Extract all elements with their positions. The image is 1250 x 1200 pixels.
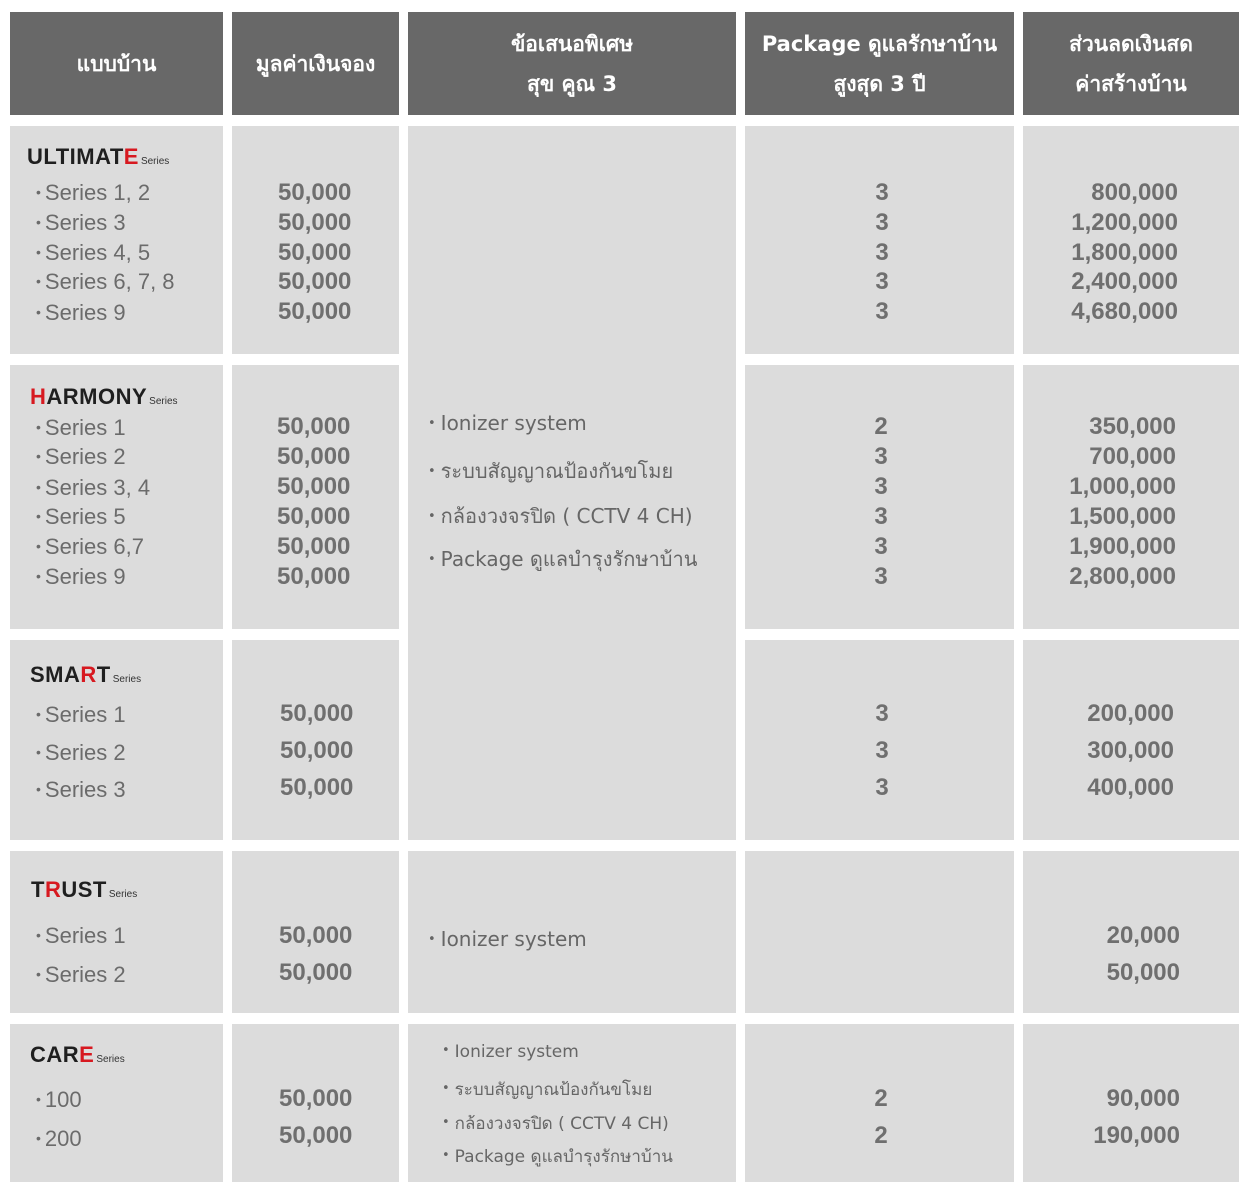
smart-package-years: 3 bbox=[875, 774, 889, 801]
series-name: Series 6, 7, 8 bbox=[44, 269, 175, 294]
ultimate-discount-value: 1,800,000 bbox=[1071, 239, 1178, 266]
brand-care-logo bbox=[30, 1042, 125, 1068]
bullet-icon: • bbox=[36, 1130, 41, 1146]
bullet-icon: • bbox=[36, 304, 41, 320]
offer-item bbox=[428, 500, 693, 532]
offer-text: ระบบสัญญาณป้องกันขโมย bbox=[440, 459, 674, 483]
harmony-deposit-value: 50,000 bbox=[277, 533, 351, 560]
offer-text: Ionizer system bbox=[440, 411, 587, 435]
bullet-icon: • bbox=[36, 927, 41, 943]
bullet-icon: • bbox=[428, 552, 436, 567]
care-discount-value: 90,000 bbox=[1106, 1085, 1180, 1112]
brand-harmony-accent: H bbox=[30, 384, 47, 409]
ultimate-discount-value: 4,680,000 bbox=[1071, 298, 1178, 325]
ultimate-row-name bbox=[36, 180, 150, 206]
series-name: Series 2 bbox=[44, 962, 126, 987]
header-house-type bbox=[10, 12, 223, 115]
harmony-row-name bbox=[36, 475, 150, 501]
harmony-package-years: 2 bbox=[874, 413, 888, 440]
harmony-deposit-value: 50,000 bbox=[277, 413, 351, 440]
harmony-package-years: 3 bbox=[874, 563, 888, 590]
header-discount-line2: ค่าสร้างบ้าน bbox=[1075, 71, 1187, 96]
smart-discount-value: 300,000 bbox=[1087, 737, 1174, 764]
harmony-package-years: 3 bbox=[874, 473, 888, 500]
smart-discount-value: 400,000 bbox=[1087, 774, 1174, 801]
series-name: Series 3 bbox=[44, 210, 126, 235]
care-discount-value: 190,000 bbox=[1093, 1122, 1180, 1149]
ultimate-discount-value: 2,400,000 bbox=[1071, 268, 1178, 295]
offer-text: Package ดูแลบำรุงรักษาบ้าน bbox=[454, 1147, 673, 1167]
care-deposit-value: 50,000 bbox=[279, 1122, 353, 1149]
harmony-row-name bbox=[36, 415, 126, 441]
cell-trust-package bbox=[745, 851, 1014, 1013]
brand-trust-text-end: UST bbox=[61, 877, 107, 902]
brand-smart-accent: R bbox=[80, 662, 97, 687]
harmony-deposit-value: 50,000 bbox=[277, 443, 351, 470]
harmony-discount-value: 350,000 bbox=[1089, 413, 1176, 440]
ultimate-row-name bbox=[36, 240, 150, 266]
bullet-icon: • bbox=[428, 416, 436, 431]
series-name: Series 9 bbox=[44, 300, 126, 325]
ultimate-package-years: 3 bbox=[875, 268, 889, 295]
ultimate-row-name bbox=[36, 269, 175, 295]
bullet-icon: • bbox=[442, 1115, 450, 1130]
harmony-row-name bbox=[36, 564, 126, 590]
bullet-icon: • bbox=[36, 706, 41, 722]
offer-item bbox=[442, 1110, 669, 1137]
bullet-icon: • bbox=[36, 419, 41, 435]
harmony-package-years: 3 bbox=[874, 533, 888, 560]
bullet-icon: • bbox=[36, 214, 41, 230]
care-package-years: 2 bbox=[874, 1122, 888, 1149]
bullet-icon: • bbox=[36, 568, 41, 584]
harmony-package-years: 3 bbox=[874, 503, 888, 530]
series-name: Series 3, 4 bbox=[44, 475, 151, 500]
bullet-icon: • bbox=[428, 464, 436, 479]
trust-discount-value: 20,000 bbox=[1106, 922, 1180, 949]
offer-item bbox=[428, 543, 697, 575]
trust-deposit-value: 50,000 bbox=[279, 959, 353, 986]
harmony-discount-value: 1,900,000 bbox=[1069, 533, 1176, 560]
header-package-line1: Package ดูแลรักษาบ้าน bbox=[761, 31, 998, 56]
harmony-discount-value: 2,800,000 bbox=[1069, 563, 1176, 590]
offer-text: กล้องวงจรปิด ( CCTV 4 CH) bbox=[440, 504, 693, 528]
harmony-discount-value: 1,500,000 bbox=[1069, 503, 1176, 530]
offer-item bbox=[428, 455, 673, 487]
header-package bbox=[745, 12, 1014, 115]
offer-text: กล้องวงจรปิด ( CCTV 4 CH) bbox=[454, 1114, 669, 1134]
care-package-years: 2 bbox=[874, 1085, 888, 1112]
header-special-offer-line1: ข้อเสนอพิเศษ bbox=[510, 31, 634, 56]
harmony-deposit-value: 50,000 bbox=[277, 563, 351, 590]
offer-text: Ionizer system bbox=[440, 927, 587, 951]
brand-suffix: Series bbox=[149, 396, 178, 407]
series-name: Series 4, 5 bbox=[44, 240, 151, 265]
header-house-type-label: แบบบ้าน bbox=[76, 51, 157, 76]
ultimate-discount-value: 1,200,000 bbox=[1071, 209, 1178, 236]
harmony-deposit-value: 50,000 bbox=[277, 473, 351, 500]
ultimate-row-name bbox=[36, 300, 126, 326]
bullet-icon: • bbox=[36, 538, 41, 554]
bullet-icon: • bbox=[36, 184, 41, 200]
harmony-row-name bbox=[36, 504, 126, 530]
offer-item bbox=[428, 927, 587, 951]
series-name: Series 3 bbox=[44, 777, 126, 802]
ultimate-package-years: 3 bbox=[875, 239, 889, 266]
trust-discount-value: 50,000 bbox=[1106, 959, 1180, 986]
bullet-icon: • bbox=[36, 508, 41, 524]
bullet-icon: • bbox=[442, 1148, 450, 1163]
series-name: Series 2 bbox=[44, 740, 126, 765]
series-name: Series 9 bbox=[44, 564, 126, 589]
brand-ultimate-logo bbox=[27, 144, 169, 170]
ultimate-package-years: 3 bbox=[875, 179, 889, 206]
bullet-icon: • bbox=[36, 1091, 41, 1107]
trust-row-name bbox=[36, 962, 126, 988]
bullet-icon: • bbox=[428, 932, 436, 947]
bullet-icon: • bbox=[36, 244, 41, 260]
header-special-offer bbox=[408, 12, 736, 115]
brand-care-text: CAR bbox=[30, 1042, 80, 1067]
ultimate-deposit-value: 50,000 bbox=[278, 298, 352, 325]
ultimate-deposit-value: 50,000 bbox=[278, 209, 352, 236]
brand-smart-text: SMA bbox=[30, 662, 81, 687]
brand-suffix: Series bbox=[140, 156, 170, 167]
smart-row-name bbox=[36, 777, 126, 803]
offer-text: Package ดูแลบำรุงรักษาบ้าน bbox=[440, 547, 698, 571]
harmony-deposit-value: 50,000 bbox=[277, 503, 351, 530]
bullet-icon: • bbox=[36, 448, 41, 464]
bullet-icon: • bbox=[428, 509, 436, 524]
series-name: Series 1 bbox=[44, 415, 126, 440]
header-discount-line1: ส่วนลดเงินสด bbox=[1069, 31, 1193, 56]
header-special-offer-line2: สุข คูณ 3 bbox=[527, 71, 617, 96]
offer-item bbox=[428, 411, 587, 435]
brand-harmony-logo bbox=[30, 384, 178, 410]
smart-deposit-value: 50,000 bbox=[280, 774, 354, 801]
brand-suffix: Series bbox=[112, 674, 142, 685]
series-name: Series 1 bbox=[44, 923, 126, 948]
brand-ultimate-text: ULTIMAT bbox=[27, 144, 124, 169]
header-deposit-label: มูลค่าเงินจอง bbox=[255, 51, 376, 76]
series-name: Series 5 bbox=[44, 504, 126, 529]
brand-trust-text: T bbox=[31, 877, 45, 902]
harmony-discount-value: 1,000,000 bbox=[1069, 473, 1176, 500]
bullet-icon: • bbox=[442, 1081, 450, 1096]
care-row-name bbox=[36, 1087, 82, 1113]
brand-harmony-text-end: ARMONY bbox=[46, 384, 148, 409]
header-package-line2: สูงสุด 3 ปี bbox=[833, 71, 926, 96]
brand-smart-text-end: T bbox=[96, 662, 111, 687]
bullet-icon: • bbox=[442, 1043, 450, 1058]
series-name: Series 1 bbox=[44, 702, 126, 727]
harmony-package-years: 3 bbox=[874, 443, 888, 470]
brand-trust-logo bbox=[31, 877, 137, 903]
brand-ultimate-accent: E bbox=[123, 144, 139, 169]
care-deposit-value: 50,000 bbox=[279, 1085, 353, 1112]
ultimate-discount-value: 800,000 bbox=[1091, 179, 1178, 206]
ultimate-deposit-value: 50,000 bbox=[278, 179, 352, 206]
offer-item bbox=[442, 1076, 652, 1103]
brand-trust-accent: R bbox=[44, 877, 62, 902]
ultimate-row-name bbox=[36, 210, 126, 236]
offer-text: Ionizer system bbox=[454, 1042, 579, 1062]
series-name: Series 6,7 bbox=[44, 534, 144, 559]
trust-row-name bbox=[36, 923, 126, 949]
smart-package-years: 3 bbox=[875, 700, 889, 727]
brand-suffix: Series bbox=[108, 889, 138, 900]
smart-deposit-value: 50,000 bbox=[280, 737, 354, 764]
bullet-icon: • bbox=[36, 781, 41, 797]
offer-text: ระบบสัญญาณป้องกันขโมย bbox=[454, 1080, 653, 1100]
smart-row-name bbox=[36, 702, 126, 728]
bullet-icon: • bbox=[36, 744, 41, 760]
harmony-discount-value: 700,000 bbox=[1089, 443, 1176, 470]
header-discount bbox=[1023, 12, 1239, 115]
bullet-icon: • bbox=[36, 273, 41, 289]
brand-care-accent: E bbox=[79, 1042, 95, 1067]
series-name: Series 2 bbox=[44, 444, 126, 469]
care-row-name bbox=[36, 1126, 82, 1152]
bullet-icon: • bbox=[36, 966, 41, 982]
smart-deposit-value: 50,000 bbox=[280, 700, 354, 727]
series-name: 200 bbox=[44, 1126, 82, 1151]
trust-deposit-value: 50,000 bbox=[279, 922, 353, 949]
offer-item bbox=[442, 1042, 579, 1062]
series-name: 100 bbox=[44, 1087, 82, 1112]
ultimate-package-years: 3 bbox=[875, 209, 889, 236]
harmony-row-name bbox=[36, 444, 126, 470]
harmony-row-name bbox=[36, 534, 144, 560]
offer-item bbox=[442, 1143, 673, 1170]
series-name: Series 1, 2 bbox=[44, 180, 151, 205]
smart-package-years: 3 bbox=[875, 737, 889, 764]
bullet-icon: • bbox=[36, 479, 41, 495]
ultimate-package-years: 3 bbox=[875, 298, 889, 325]
ultimate-deposit-value: 50,000 bbox=[278, 239, 352, 266]
brand-suffix: Series bbox=[96, 1054, 125, 1065]
smart-row-name bbox=[36, 740, 126, 766]
ultimate-deposit-value: 50,000 bbox=[278, 268, 352, 295]
header-deposit bbox=[232, 12, 399, 115]
brand-smart-logo bbox=[30, 662, 141, 688]
smart-discount-value: 200,000 bbox=[1087, 700, 1174, 727]
